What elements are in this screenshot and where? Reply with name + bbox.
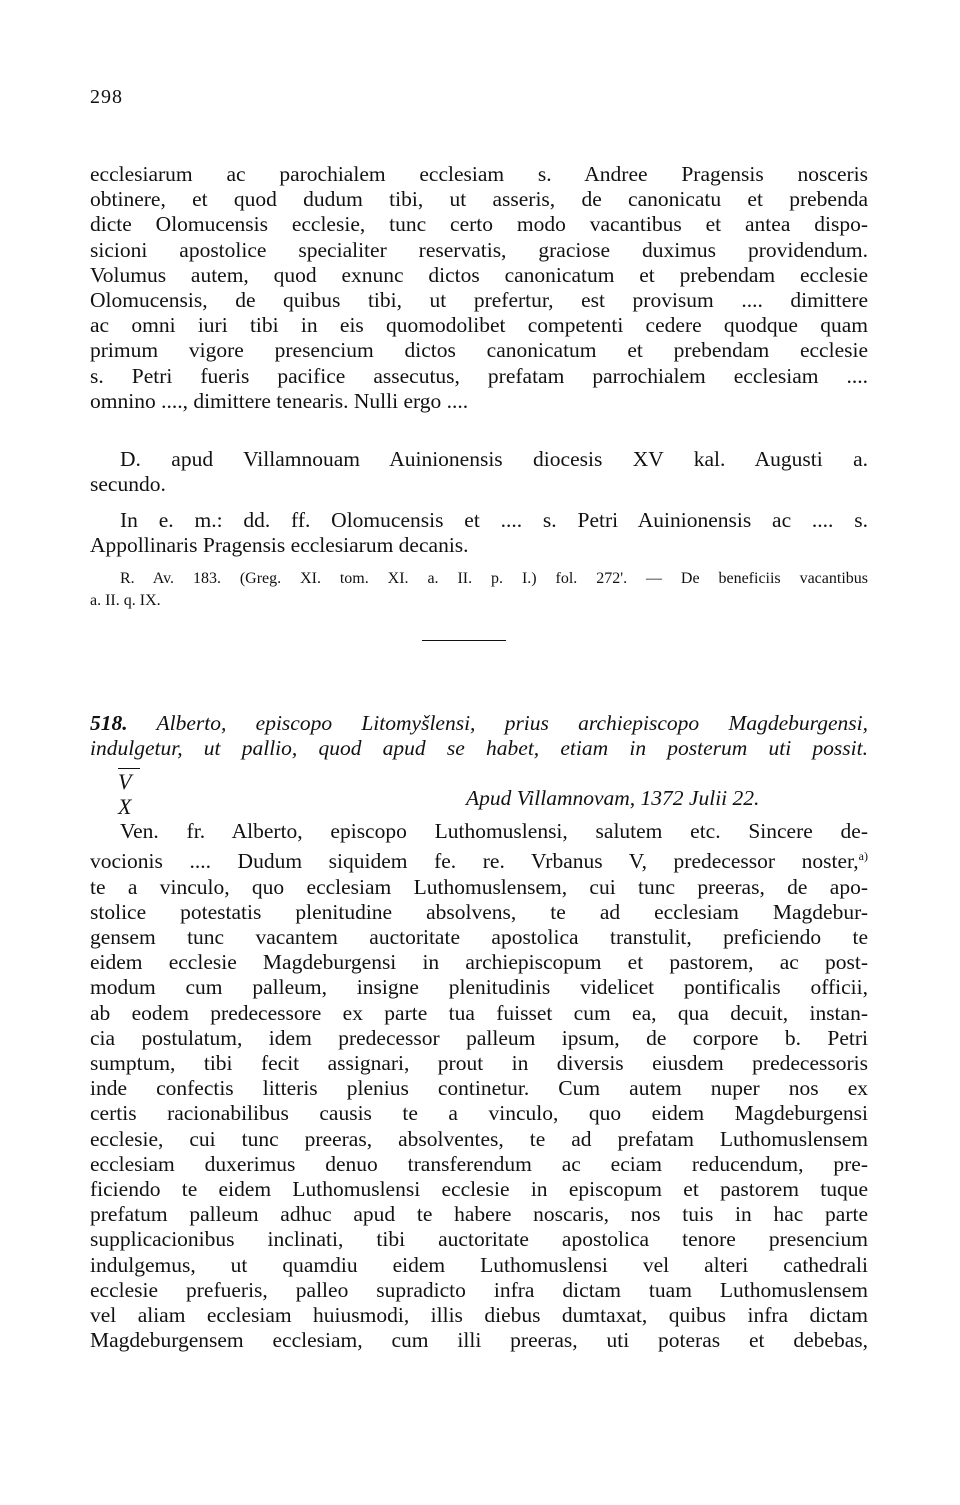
footnote-marker: a): [858, 849, 868, 864]
document-number: 518.: [90, 711, 128, 735]
heading-text: Alberto, episcopo Litomyšlensi, prius archiepiscopo Magdeburgensi,: [156, 711, 868, 735]
text-line: primum vigore presencium dictos canonicatum et prebendam ecclesie: [90, 338, 868, 363]
source-line: R. Av. 183. (Greg. XI. tom. XI. a. II. p. I.) fol. 272'. — De beneficiis vacantibus: [120, 570, 868, 587]
executors-line: In e. m.: dd. ff. Olomucensis et .... s. Petri Auinionensis ac .... s.: [120, 508, 868, 532]
text-line: supplicacionibus inclinati, tibi auctoritate apostolica tenore presencium: [90, 1227, 868, 1252]
dating-line: D. apud Villamnouam Auinionensis diocesis XV kal. Augusti a.: [120, 447, 868, 471]
text-line-content: vocionis .... Dudum siquidem fe. re. Vrbanus V, predecessor noster,: [90, 849, 859, 874]
text-line: s. Petri fueris pacifice assecutus, prefatam parrochialem ecclesiam ....: [90, 363, 868, 388]
text-line: modum cum palleum, insigne plenitudinis videlicet pontificalis officii,: [90, 975, 868, 1000]
text-line: Ven. fr. Alberto, episcopo Luthomuslensi, salutem etc. Sincere de-: [120, 819, 868, 843]
text-line: stolice potestatis plenitudine absolvens, te ad ecclesiam Magdebur-: [90, 899, 868, 924]
heading-line: indulgetur, ut pallio, quod apud se habet, etiam in posterum uti possit.: [90, 736, 868, 761]
previous-document-text: [90, 162, 868, 414]
text-line: ecclesiarum ac parochialem ecclesiam s. Andree Pragensis nosceris: [90, 162, 868, 186]
text-line: Olomucensis, de quibus tibi, ut prefertur, est provisum .... dimittere: [90, 288, 868, 313]
mark-v: V: [118, 768, 140, 794]
text-line: eidem ecclesie Magdeburgensi in archiepiscopum et pastorem, ac post-: [90, 950, 868, 975]
text-line: certis racionabilibus causis te a vinculo, quo eidem Magdeburgensi: [90, 1101, 868, 1126]
heading-line: [90, 711, 868, 736]
text-line: prefatum palleum adhuc apud te habere noscaris, nos tuis in hac parte: [90, 1202, 868, 1227]
text-line: ecclesie prefueris, palleo supradicto infra dictam tuam Luthomuslensem: [90, 1277, 868, 1302]
executors-line: Appollinaris Pragensis ecclesiarum decanis.: [90, 533, 469, 558]
source-line: a. II. q. IX.: [90, 592, 161, 609]
dating-clause: [90, 447, 868, 497]
text-line: ecclesiam duxerimus denuo transferendum ac eciam reducendum, pre-: [90, 1151, 868, 1176]
executors-clause: [90, 508, 868, 558]
document-body: [90, 819, 868, 1353]
document-heading: [90, 711, 868, 761]
text-line: omnino ...., dimittere tenearis. Nulli ergo ....: [90, 388, 469, 413]
text-line: inde confectis litteris plenius continetur. Cum autem nuper nos ex: [90, 1076, 868, 1101]
dating-line: secundo.: [90, 472, 166, 497]
text-line: indulgemus, ut quamdiu eidem Luthomuslensi vel alteri cathedrali: [90, 1252, 868, 1277]
text-line: ab eodem predecessore ex parte tua fuisset cum ea, qua decuit, instan-: [90, 1000, 868, 1025]
text-line: cia postulatum, idem predecessor palleum ipsum, de corpore b. Petri: [90, 1025, 868, 1050]
text-line: Magdeburgensem ecclesiam, cum illi preeras, uti poteras et debebas,: [90, 1328, 868, 1353]
page-number: 298: [90, 86, 123, 108]
text-line: sumptum, tibi fecit assignari, prout in diversis eiusdem predecessoris: [90, 1050, 868, 1075]
mark-x: X: [118, 794, 132, 819]
registry-mark: [118, 768, 140, 819]
text-line: Volumus autem, quod exnunc dictos canonicatum et prebendam ecclesie: [90, 262, 868, 287]
section-divider: [422, 640, 506, 641]
source-reference: [90, 568, 868, 612]
text-line: vel aliam ecclesiam huiusmodi, illis diebus dumtaxat, quibus infra dictam: [90, 1303, 868, 1328]
text-line: ecclesie, cui tunc preeras, absolventes, te ad prefatam Luthomuslensem: [90, 1126, 868, 1151]
text-line: ac omni iuri tibi in eis quomodolibet competenti cedere quodque quam: [90, 313, 868, 338]
text-line: obtinere, et quod dudum tibi, ut asseris, de canonicatu et prebenda: [90, 187, 868, 212]
text-line: ficiendo te eidem Luthomuslensi ecclesie in episcopum et pastorem tuque: [90, 1177, 868, 1201]
place-date: Apud Villamnovam, 1372 Julii 22.: [466, 786, 760, 810]
text-line: dicte Olomucensis ecclesie, tunc certo modo vacantibus et antea dispo-: [90, 212, 868, 237]
text-line: te a vinculo, quo ecclesiam Luthomuslensem, cui tunc preeras, de apo-: [90, 874, 868, 899]
text-line: [90, 844, 868, 874]
text-line: gensem tunc vacantem auctoritate apostolica transtulit, preficiendo te: [90, 924, 868, 949]
text-line: sicioni apostolice specialiter reservatis, graciose duximus providendum.: [90, 237, 868, 262]
